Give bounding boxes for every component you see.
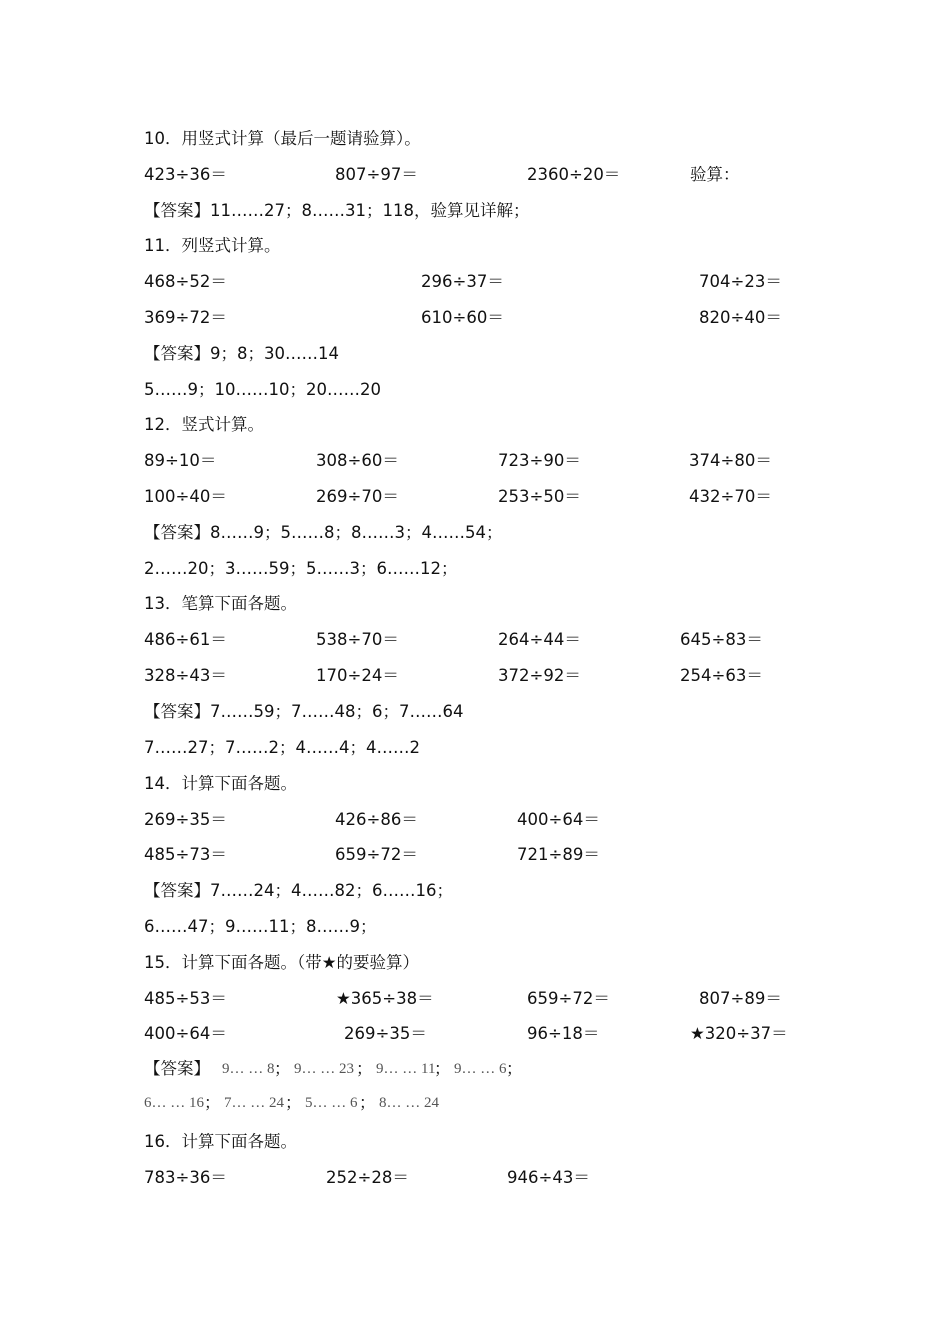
- separator: ；: [359, 1093, 376, 1112]
- separator: ；: [204, 1093, 221, 1112]
- question-13-answer: 【答案】7……59；7……48；6；7……64: [144, 702, 464, 721]
- problem: 704÷23＝: [699, 272, 782, 291]
- answer-label: 【答案】: [144, 1059, 210, 1078]
- question-11-answer: 【答案】9；8；30……14: [144, 344, 339, 363]
- problem: 610÷60＝: [421, 308, 504, 327]
- answer-value: 9… … 8: [222, 1061, 275, 1077]
- separator: ；: [434, 1059, 451, 1078]
- problem: 253÷50＝: [498, 487, 581, 506]
- separator: ；: [285, 1093, 302, 1112]
- problem: 659÷72＝: [335, 845, 418, 864]
- question-11-answer-cont: 5……9；10……10；20……20: [144, 380, 381, 399]
- problem: 96÷18＝: [527, 1024, 600, 1043]
- answer-value: 6… … 16: [144, 1095, 204, 1111]
- problem-starred: ★320÷37＝: [690, 1024, 788, 1043]
- problem: 2360÷20＝: [527, 165, 621, 184]
- problem: 645÷83＝: [680, 630, 763, 649]
- question-15-title: 15．计算下面各题。（带★的要验算）: [144, 953, 420, 972]
- question-13-title: 13．笔算下面各题。: [144, 594, 297, 613]
- problem: 252÷28＝: [326, 1168, 409, 1187]
- problem: 296÷37＝: [421, 272, 504, 291]
- problem: 264÷44＝: [498, 630, 581, 649]
- problem: 723÷90＝: [498, 451, 581, 470]
- question-11-title: 11．列竖式计算。: [144, 236, 281, 255]
- problem: 369÷72＝: [144, 308, 227, 327]
- problem: 485÷73＝: [144, 845, 227, 864]
- problem: 89÷10＝: [144, 451, 217, 470]
- separator: ；: [274, 1059, 291, 1078]
- answer-value: 9… … 23: [294, 1061, 354, 1077]
- problem: 538÷70＝: [316, 630, 399, 649]
- separator: ；: [506, 1059, 523, 1078]
- problem: 807÷89＝: [699, 989, 782, 1008]
- question-14-title: 14．计算下面各题。: [144, 774, 297, 793]
- question-10-answer: 【答案】11……27；8……31；118，验算见详解；: [144, 201, 530, 220]
- problem-starred: ★365÷38＝: [336, 989, 434, 1008]
- problem: 485÷53＝: [144, 989, 227, 1008]
- problem: 946÷43＝: [507, 1168, 590, 1187]
- question-13-answer-cont: 7……27；7……2；4……4；4……2: [144, 738, 420, 757]
- question-16-title: 16．计算下面各题。: [144, 1132, 297, 1151]
- problem: 269÷35＝: [144, 810, 227, 829]
- problem: 820÷40＝: [699, 308, 782, 327]
- problem: 100÷40＝: [144, 487, 227, 506]
- problem: 400÷64＝: [517, 810, 600, 829]
- answer-value: 7… … 24: [224, 1095, 284, 1111]
- problem: 426÷86＝: [335, 810, 418, 829]
- problem: 170÷24＝: [316, 666, 399, 685]
- question-12-answer-cont: 2……20；3……59；5……3；6……12；: [144, 559, 458, 578]
- answer-value: 9… … 6: [454, 1061, 507, 1077]
- problem: 659÷72＝: [527, 989, 610, 1008]
- question-12-title: 12．竖式计算。: [144, 415, 264, 434]
- problem: 308÷60＝: [316, 451, 399, 470]
- problem: 468÷52＝: [144, 272, 227, 291]
- problem: 807÷97＝: [335, 165, 418, 184]
- problem: 423÷36＝: [144, 165, 227, 184]
- problem: 254÷63＝: [680, 666, 763, 685]
- answer-value: 8… … 24: [379, 1095, 439, 1111]
- problem: 721÷89＝: [517, 845, 600, 864]
- problem: 374÷80＝: [689, 451, 772, 470]
- question-12-answer: 【答案】8……9；5……8；8……3；4……54；: [144, 523, 503, 542]
- question-10-title: 10．用竖式计算（最后一题请验算）。: [144, 129, 421, 148]
- separator: ；: [356, 1059, 373, 1078]
- question-14-answer-cont: 6……47；9……11；8……9；: [144, 917, 377, 936]
- problem: 269÷35＝: [344, 1024, 427, 1043]
- question-14-answer: 【答案】7……24；4……82；6……16；: [144, 881, 453, 900]
- check-label: 验算：: [690, 165, 740, 184]
- answer-value: 9… … 11: [376, 1061, 436, 1077]
- problem: 486÷61＝: [144, 630, 227, 649]
- problem: 432÷70＝: [689, 487, 772, 506]
- problem: 372÷92＝: [498, 666, 581, 685]
- problem: 783÷36＝: [144, 1168, 227, 1187]
- answer-value: 5… … 6: [305, 1095, 358, 1111]
- problem: 269÷70＝: [316, 487, 399, 506]
- problem: 328÷43＝: [144, 666, 227, 685]
- problem: 400÷64＝: [144, 1024, 227, 1043]
